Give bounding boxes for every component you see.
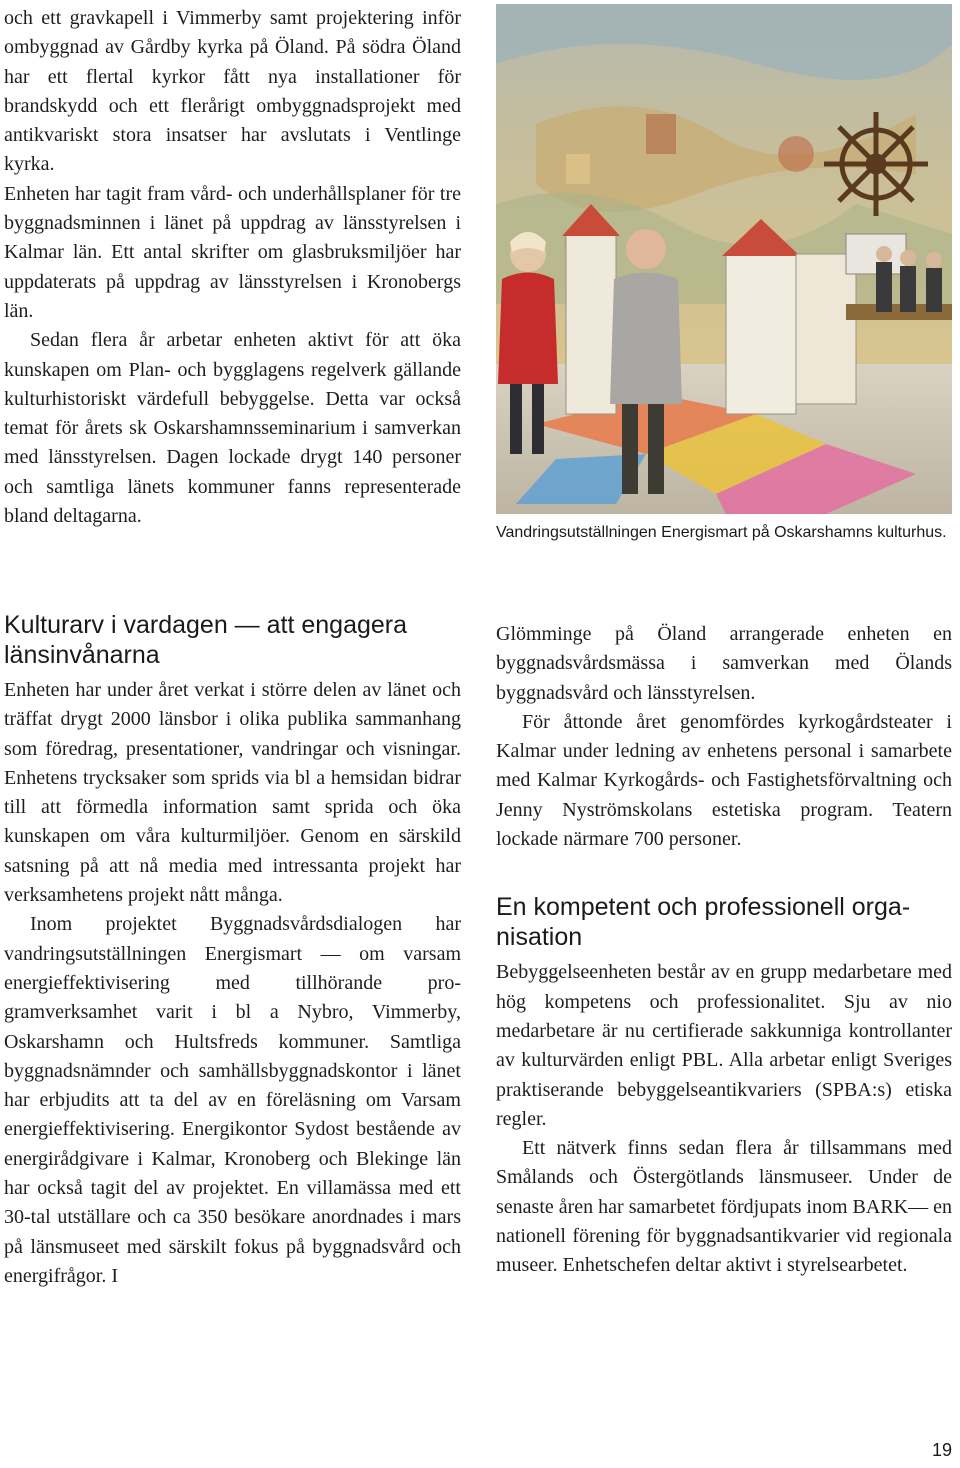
top-left-column — [4, 4, 461, 531]
photo-caption: Vandringsutställningen Energismart på Oskarshamns kulturhus. — [496, 524, 947, 541]
page-number: 19 — [931, 1440, 952, 1460]
paragraph: Glömminge på Öland arrangerade enheten en byggnadsvårdsmässa i samverkan med Ölands byggnadsvård och länsstyrelsen. — [496, 623, 952, 704]
exhibition-photo — [496, 4, 952, 514]
section-kulturarv — [4, 610, 461, 1291]
section-heading: Kulturarv i vardagen — att engagera länsinvånarna — [4, 611, 408, 669]
paragraph: Bebyggelseenheten består av en grupp medarbetare med hög kompetens och professionalitet. Sju av nio medarbetare är nu certifierade sakkunniga kontrollanter av kulturvärden enligt PBL. Alla arbetar enligt Sveriges praktiserande bebyggelseantikvariers (SPBA:s) etiska regler. — [496, 961, 952, 1130]
paragraph: Ett nätverk finns sedan flera år tillsammans med Smålands och Östergötlands länsmuseer. Under de senaste åren har samarbetet fördjupats inom BARK— en nationell förening för byggnadsantikvarier vid regionala museer. Enhetschefen deltar aktivt i styrelsearbetet. — [496, 1137, 952, 1277]
paragraph: och ett gravkapell i Vimmerby samt projektering inför ombyggnad av Gårdby kyrka på Öland. På södra Öland har ett flertal kyrkor fått nya installationer för brandskydd och ett flerårigt ombyggnadsprojekt med antikvariskt stora insatser har avslutats i Ventlinge kyrka. — [4, 7, 461, 176]
section-heading: En kompetent och professionell organisation — [496, 893, 911, 952]
paragraph: För åttonde året genomfördes kyrkogårdsteater i Kalmar under ledning av enhetens personal i samarbete med Kalmar Kyrkogårds- och Fastighetsförvaltning och Jenny Nyströmskolans estetiska program. Teatern lockade närmare 700 personer. — [496, 710, 952, 851]
paragraph: Enheten har under året verkat i större delen av länet och träffat drygt 2000 länsbor i olika publika sammanhang som föredrag, presentationer, vandringar och visningar. Enhetens trycksaker som sprids via bl a hemsidan bidrar till att förmedla information samt sprida och öka kunskapen om våra kulturmiljöer. Genom en särskild satsning på att nå media med intressanta projekt har verksamhetens projekt nått många. — [4, 679, 461, 907]
right-column — [496, 620, 952, 1281]
paragraph: Enheten har tagit fram vård- och underhållsplaner för tre byggnadsminnen i länet på uppdrag av länsstyrelsen i Kalmar län. Ett antal skrifter om glasbruksmiljöer har uppdaterats på uppdrag av länsstyrelsen i Kronobergs län. — [4, 182, 461, 322]
paragraph: Inom projektet Byggnadsvårdsdialogen har vandringsutställningen Energismart — om varsam energieffektivisering med tillhörande programverksamhet varit i bl a Nybro, Vimmerby, Oskarshamn och Hultsfreds kommuner. Samtliga byggnadsnämnder och samhällsbyggnadskontor i länet har erbjudits att ta del av en föreläsning om Varsam energieffektivisering. Energikontor Sydost bestående av energirådgivare i Kalmar, Kronoberg och Blekinge län har också tagit del av projektet. En villamässa med ett 30-tal utställare och ca 350 besökare anordnades i mars på länsmuseet med särskilt fokus på byggnadsvård och energifrågor. I — [4, 913, 461, 1287]
paragraph: Sedan flera år arbetar enheten aktivt för att öka kunskapen om Plan- och bygglagens regelverk gällande kulturhistoriskt värdefull bebyggelse. Detta var också temat för årets sk Oskarshamnsseminarium i samverkan med länsstyrelsen. Dagen lockade drygt 140 personer och samtliga länets kommuner fanns representerade bland deltagarna. — [4, 329, 461, 528]
